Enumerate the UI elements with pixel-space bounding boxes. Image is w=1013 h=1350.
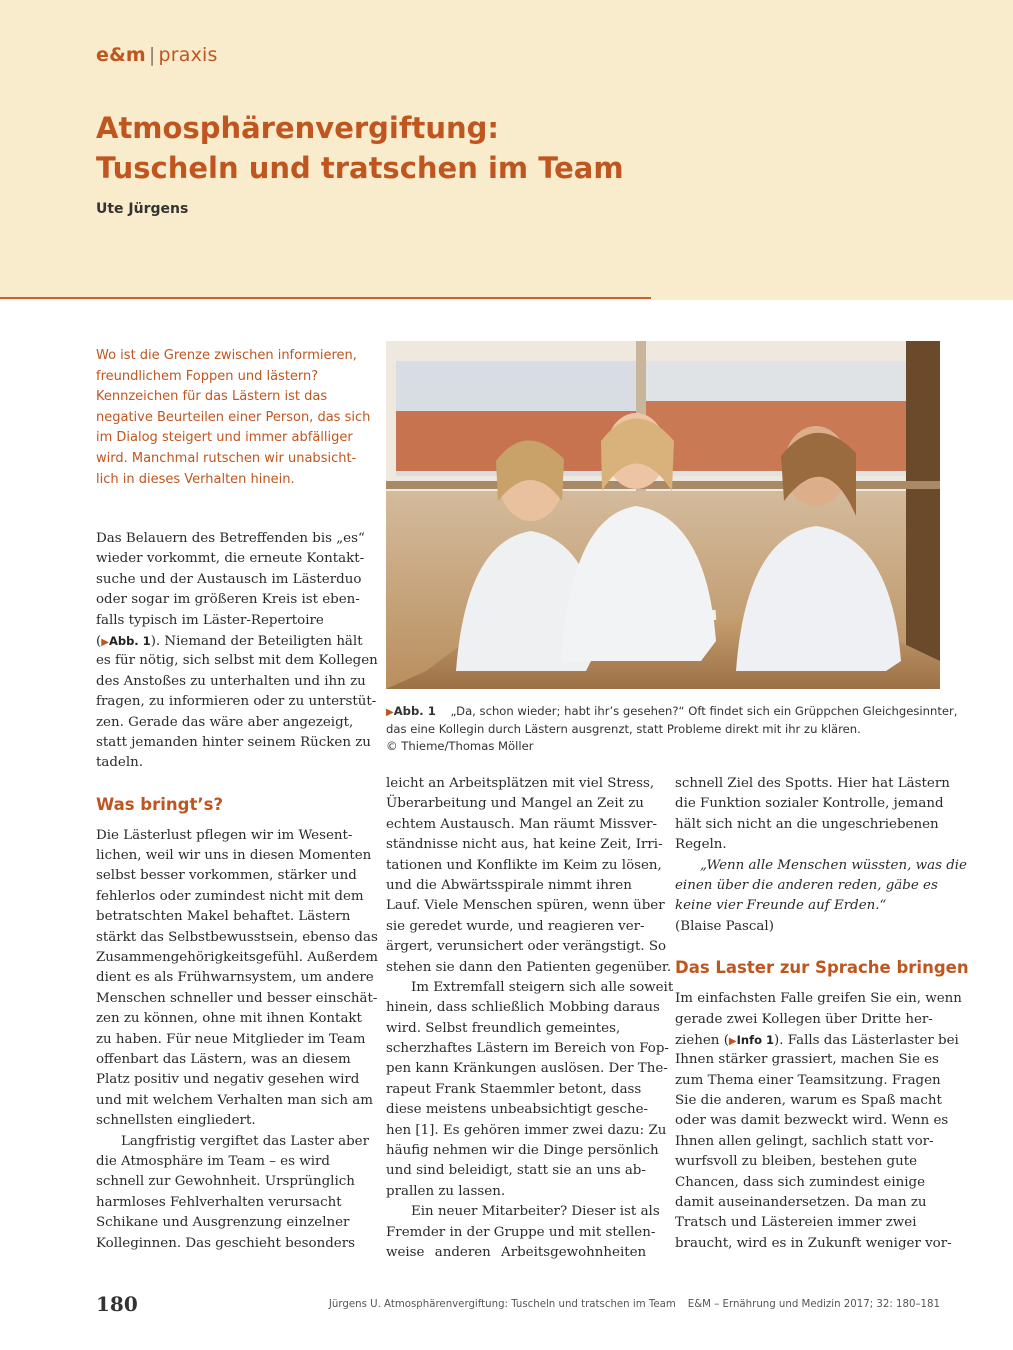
section-brand: e&m — [96, 44, 146, 66]
lead-line: Kennzeichen für das Lästern ist das — [96, 389, 328, 405]
text-fragment: ziehen ( — [675, 1032, 729, 1048]
paren: ( — [96, 633, 102, 649]
section-separator: | — [148, 44, 156, 66]
citation-text: Jürgens U. Atmosphärenvergiftung: Tuscheln und tratschen im Team — [328, 1299, 676, 1310]
text-line: Überarbeitung und Mangel an Zeit zu — [386, 796, 644, 812]
text-line: scherzhaftes Lästern im Bereich von Fop- — [386, 1041, 669, 1057]
text-line: die Funktion sozialer Kontrolle, jemand — [675, 796, 944, 812]
footer-citation — [329, 1299, 940, 1310]
text-line: harmloses Fehlverhalten verursacht — [96, 1194, 342, 1210]
text-line: wird. Selbst freundlich gemeintes, — [386, 1020, 621, 1036]
text-fragment: ). Falls das Lästerlaster bei — [774, 1032, 959, 1048]
section-name: praxis — [158, 44, 218, 66]
reference-marker-icon: ▶ — [101, 636, 109, 648]
text-line: zen zu können, ohne mit ihnen Kontakt — [96, 1011, 362, 1027]
text-line: zum Thema einer Teamsitzung. Fragen — [675, 1072, 941, 1088]
figure-label: Abb. 1 — [393, 704, 436, 718]
text-line: ärgert, verunsichert oder verängstigt. So — [386, 939, 667, 955]
journal-text: E&M – Ernährung und Medizin 2017; 32: 180–181 — [687, 1299, 940, 1310]
text-line — [675, 1030, 959, 1050]
column-3 — [675, 774, 969, 1254]
text-line: Tratsch und Lästereien immer zwei — [675, 1215, 917, 1231]
section-tag — [96, 44, 218, 66]
text-line: hält sich nicht an die ungeschriebenen — [675, 816, 939, 832]
text-line: prallen zu lassen. — [386, 1183, 506, 1199]
text-line: Das Belauern des Betreffenden bis „es“ — [96, 531, 365, 546]
caption-text: „Da, schon wieder; habt ihr’s gesehen?“ Oft findet sich ein Grüppchen Gleichgesinnter, — [450, 704, 958, 718]
figure-photo — [386, 341, 940, 689]
text-line: oder sogar im größeren Kreis ist eben- — [96, 592, 360, 608]
section-heading: Was bringt’s? — [96, 794, 224, 814]
text-line: schnellsten eingliedert. — [96, 1113, 256, 1129]
column-2 — [386, 774, 674, 1263]
figure-caption — [386, 703, 958, 755]
lead-line: lich in dieses Verhalten hinein. — [96, 471, 295, 487]
text-line: Kolleginnen. Das geschieht besonders — [96, 1235, 355, 1251]
text-line: suche und der Austausch im Lästerduo — [96, 571, 362, 587]
text-line: hinein, dass schließlich Mobbing daraus — [386, 1000, 660, 1016]
text-line: rapeut Frank Staemmler betont, dass — [386, 1081, 642, 1097]
text-line: stärkt das Selbstbewusstsein, ebenso das — [96, 929, 378, 945]
figure-marker-icon: ▶ — [386, 707, 394, 718]
text-line: häufig nehmen wir die Dinge persönlich — [386, 1143, 659, 1159]
text-line: statt jemanden hinter seinem Rücken zu — [96, 734, 371, 750]
quote-source: (Blaise Pascal) — [675, 918, 774, 934]
text-line: die Atmosphäre im Team – es wird — [96, 1153, 330, 1169]
text-line: echtem Austausch. Man räumt Missver- — [386, 816, 658, 832]
lead-line: wird. Manchmal rutschen wir unabsicht- — [96, 450, 357, 466]
reference-marker-icon: ▶ — [728, 1035, 737, 1047]
text-line: fehlerlos oder zumindest nicht mit dem — [96, 888, 364, 904]
quote-line: einen über die anderen reden, gäbe es — [675, 877, 938, 893]
photo-illustration — [386, 341, 940, 689]
text-line: Platz positiv und negativ gesehen wird — [96, 1072, 360, 1088]
author: Ute Jürgens — [96, 201, 189, 217]
text-line: dient es als Frühwarnsystem, um andere — [96, 970, 374, 986]
lead-line: Wo ist die Grenze zwischen informieren, — [96, 348, 357, 363]
lead-line: im Dialog steigert und immer abfälliger — [96, 430, 353, 446]
text-line: zu haben. Für neue Mitglieder im Team — [96, 1031, 366, 1047]
text-line: Ihnen allen gelingt, sachlich statt vor- — [675, 1133, 934, 1149]
text-line: falls typisch im Läster-Repertoire — [96, 612, 324, 628]
info-reference-link[interactable]: Info 1 — [736, 1032, 774, 1047]
text-line: Chancen, dass sich zumindest einige — [675, 1174, 926, 1190]
text-line: Fremder in der Gruppe und mit stellen- — [386, 1224, 656, 1240]
text-line — [96, 631, 362, 651]
text-line: braucht, wird es in Zukunft weniger vor- — [675, 1235, 952, 1251]
text-fragment: ). Niemand der Beteiligten hält — [150, 633, 363, 649]
text-line: sie geredet wurde, und reagieren ver- — [386, 918, 645, 934]
caption-line: das eine Kollegin durch Lästern ausgrenzt, statt Probleme direkt mit ihr zu klären. — [386, 722, 861, 736]
text-line: ständnisse nicht aus, hat keine Zeit, Irri- — [386, 837, 663, 853]
text-line: Lauf. Viele Menschen spüren, wenn über — [386, 898, 665, 914]
text-line: Die Lästerlust pflegen wir im Wesent- — [96, 827, 353, 843]
text-line: Im einfachsten Falle greifen Sie ein, wenn — [675, 991, 962, 1007]
text-line: Langfristig vergiftet das Laster aber — [121, 1133, 369, 1149]
page-number: 180 — [96, 1292, 138, 1316]
caption-line — [386, 703, 958, 721]
text-line: damit auseinandersetzen. Da man zu — [675, 1195, 927, 1211]
text-line: Zusammengehörigkeitsgefühl. Außerdem — [96, 950, 378, 966]
text-line: zen. Gerade das wäre aber angezeigt, — [96, 714, 354, 730]
text-line: Sie die anderen, warum es Spaß macht — [675, 1093, 942, 1109]
text-line: schnell Ziel des Spotts. Hier hat Lästern — [675, 776, 950, 791]
section-heading: Das Laster zur Sprache bringen — [675, 958, 969, 978]
text-line: tationen und Konflikte im Keim zu lösen, — [386, 857, 662, 873]
text-line: leicht an Arbeitsplätzen mit viel Stress, — [386, 776, 655, 791]
text-line: betratschten Makel behaftet. Lästern — [96, 909, 351, 925]
text-line: Ihnen stärker grassiert, machen Sie es — [675, 1052, 939, 1068]
text-line: fragen, zu informieren oder zu unterstüt- — [96, 694, 377, 710]
header-rule — [0, 297, 651, 299]
column-1 — [96, 529, 378, 1254]
title-line: Tuscheln und tratschen im Team — [96, 151, 624, 185]
figure-reference-link[interactable]: Abb. 1 — [108, 633, 151, 648]
quote-line: „Wenn alle Menschen wüssten, was die — [700, 857, 967, 873]
text-line: offenbart das Lästern, was an diesem — [96, 1051, 351, 1067]
text-line: es für nötig, sich selbst mit dem Kollegen — [96, 653, 378, 669]
text-line: des Anstoßes zu unterhalten und ihn zu — [96, 673, 366, 689]
text-line: Menschen schneller und besser einschät- — [96, 990, 378, 1006]
lead-line: freundlichem Foppen und lästern? — [96, 368, 319, 384]
lead-paragraph — [96, 346, 371, 490]
quote-line: keine vier Freunde auf Erden.“ — [675, 898, 887, 914]
text-line: Regeln. — [675, 837, 727, 853]
text-line: hen [1]. Es gehören immer zwei dazu: Zu — [386, 1122, 667, 1138]
text-line: Schikane und Ausgrenzung einzelner — [96, 1215, 350, 1231]
text-line: pen kann Kränkungen auslösen. Der The- — [386, 1061, 668, 1077]
text-line: tadeln. — [96, 755, 144, 771]
text-line: und sind beleidigt, statt sie an uns ab- — [386, 1163, 646, 1179]
text-line: gerade zwei Kollegen über Dritte her- — [675, 1011, 933, 1027]
text-line: wieder vorkommt, die erneute Kontakt- — [96, 551, 365, 567]
text-line: schnell zur Gewohnheit. Ursprünglich — [96, 1174, 355, 1190]
text-line: weise anderen Arbeitsgewohnheiten — [386, 1244, 647, 1260]
text-line: und die Abwärtsspirale nimmt ihren — [386, 877, 632, 893]
text-line: selbst besser vorkommen, stärker und — [96, 868, 357, 884]
article-title — [96, 108, 916, 188]
text-line: wurfsvoll zu bleiben, bestehen gute — [675, 1154, 917, 1170]
title-line: Atmosphärenvergiftung: — [96, 111, 499, 145]
text-line: Ein neuer Mitarbeiter? Dieser ist als — [411, 1204, 660, 1220]
lead-line: negative Beurteilen einer Person, das sich — [96, 409, 371, 425]
text-line: oder was damit bezweckt wird. Wenn es — [675, 1113, 949, 1129]
text-line: und mit welchem Verhalten man sich am — [96, 1092, 373, 1108]
text-line: Im Extremfall steigern sich alle soweit — [411, 979, 674, 995]
text-line: lichen, weil wir uns in diesen Momenten — [96, 848, 372, 864]
photo-credit: © Thieme/Thomas Möller — [386, 739, 534, 753]
text-line: stehen sie dann den Patienten gegenüber. — [386, 959, 672, 975]
text-line: diese meistens unbeabsichtigt gesche- — [386, 1102, 649, 1118]
